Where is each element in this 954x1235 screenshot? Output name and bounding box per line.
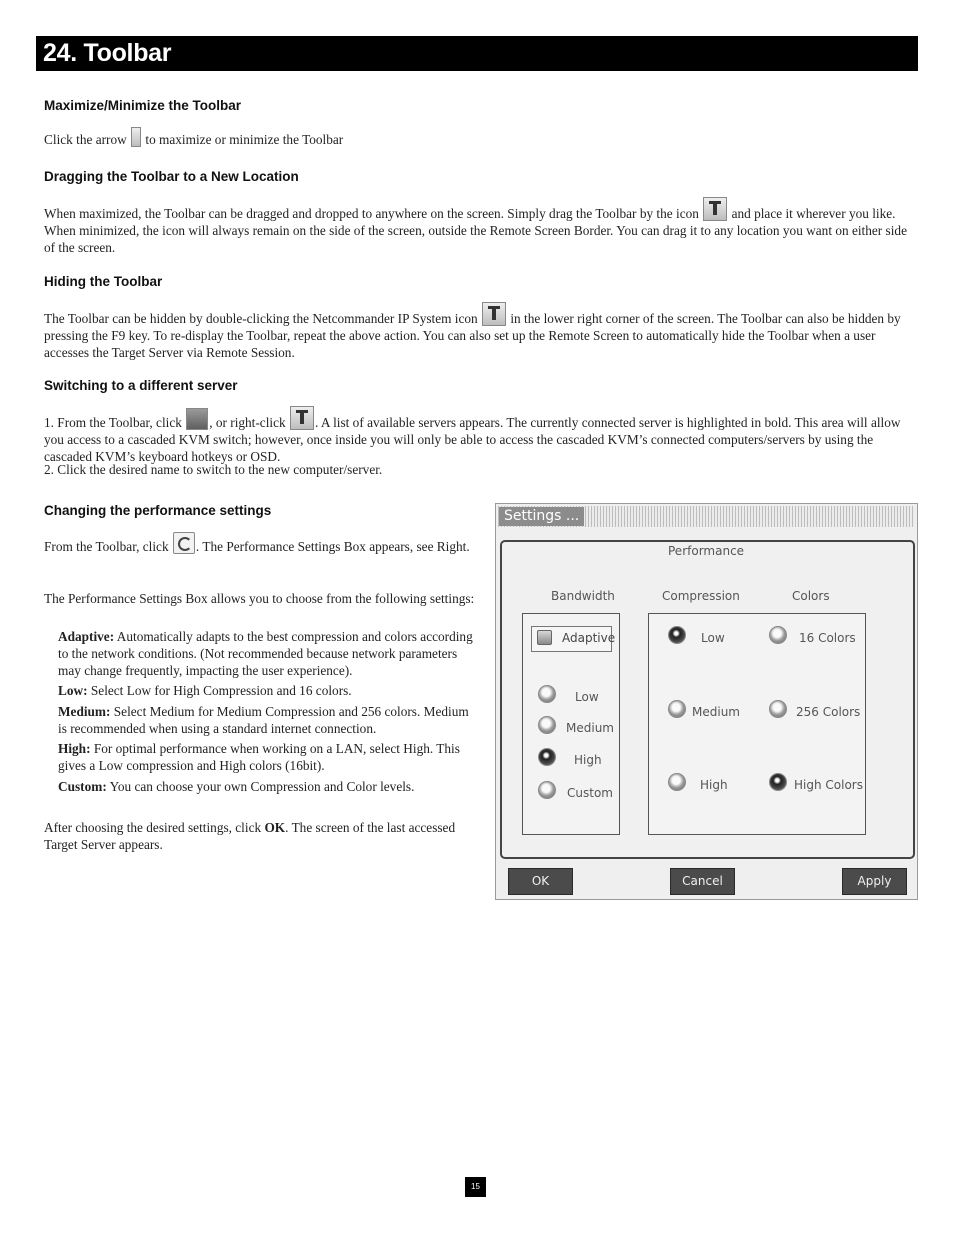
toolbar-handle-icon [703,197,727,221]
term: Adaptive: [58,629,115,644]
para-maximize [44,127,916,148]
text: 1. From the Toolbar, click [44,415,182,430]
text: and place it wherever you like. When minimized, the icon will always remain on the side of the screen, outside the Remote Screen Border. You can drag it to any location you want on either side of the screen. [44,206,907,255]
bandwidth-high-label: High [574,753,602,767]
colors-label: Colors [792,589,830,603]
page-title: 24. Toolbar [43,39,172,67]
title-bar [36,36,918,71]
para-performance-lead: The Performance Settings Box allows you to choose from the following settings: [44,591,475,606]
colors-256-label: 256 Colors [796,705,861,719]
colors-16-radio[interactable] [769,626,787,644]
heading-maximize: Maximize/Minimize the Toolbar [44,98,242,113]
term: Low: [58,683,88,698]
para-switching-step2: 2. Click the desired name to switch to the new computer/server. [44,462,383,477]
bandwidth-high-radio[interactable] [538,748,556,766]
desc: You can choose your own Compression and Color levels. [109,779,415,794]
system-icon [290,406,314,430]
colors-high-radio[interactable] [769,773,787,791]
compression-high-label: High [700,778,728,792]
heading-switching: Switching to a different server [44,378,238,393]
text: . The Performance Settings Box appears, see Right. [195,539,470,554]
server-list-icon [186,408,208,430]
bandwidth-low-label: Low [575,690,599,704]
para-hiding [44,302,916,361]
compression-medium-label: Medium [692,705,740,719]
desc: Select Low for High Compression and 16 colors. [90,683,352,698]
text: When maximized, the Toolbar can be dragged and dropped to anywhere on the screen. Simply drag the Toolbar by the icon [44,206,699,221]
cancel-button[interactable]: Cancel [670,868,735,895]
bandwidth-low-radio[interactable] [538,685,556,703]
term: Medium: [58,704,111,719]
text: , or right-click [209,415,286,430]
heading-performance: Changing the performance settings [44,503,272,518]
performance-label: Performance [668,544,745,558]
text: to maximize or minimize the Toolbar [145,132,344,147]
colors-16-label: 16 Colors [799,631,856,645]
option-high [58,740,476,774]
option-custom [58,778,476,795]
colors-256-radio[interactable] [769,700,787,718]
para-performance-after [44,819,476,853]
bandwidth-medium-label: Medium [566,721,614,735]
arrow-icon [131,127,141,147]
bandwidth-custom-radio[interactable] [538,781,556,799]
text: After choosing the desired settings, click [44,820,262,835]
compression-medium-radio[interactable] [668,700,686,718]
adaptive-label: Adaptive [562,631,616,645]
option-adaptive [58,628,476,679]
settings-dialog [495,503,918,900]
checkbox-icon [537,630,552,645]
bandwidth-custom-label: Custom [567,786,613,800]
text: . A list of available servers appears. The currently connected server is highlighted in bold. This area will allow you access to a cascaded KVM switch; however, once inside you will only be able to access the cascaded KVM’s connected computers/servers by using the cascaded KVM’s keyboard hotkeys or OSD. [44,415,901,464]
para-dragging [44,197,916,256]
heading-dragging: Dragging the Toolbar to a New Location [44,169,299,184]
ok-button[interactable]: OK [508,868,573,895]
adaptive-checkbox[interactable] [531,626,616,652]
term: High: [58,741,91,756]
dialog-title: Settings ... [499,507,584,526]
ok-term: OK [264,820,286,835]
apply-button[interactable]: Apply [842,868,907,895]
para-switching-step1 [44,406,916,465]
text: Click the arrow [44,132,127,147]
option-medium [58,703,476,737]
desc: Automatically adapts to the best compression and colors according to the network conditions. (Not recommended because network parameters may change frequently, impacting the user experience). [58,629,473,678]
page-number: 15 [465,1177,486,1197]
dialog-titlebar[interactable] [498,506,915,527]
text: From the Toolbar, click [44,539,169,554]
compression-colors-box [648,613,866,835]
desc: Select Medium for Medium Compression and 256 colors. Medium is recommended when using a standard internet connection. [58,704,469,736]
colors-high-label: High Colors [794,778,863,792]
system-icon [482,302,506,326]
compression-low-label: Low [701,631,725,645]
text: in the lower right corner of the screen. The Toolbar can also be hidden by pressing the F9 key. To re-display the Toolbar, repeat the above action. You can also set up the Remote Screen to automatically hide the Toolbar when a user accesses the Target Server via Remote Session. [44,311,901,360]
heading-hiding: Hiding the Toolbar [44,274,163,289]
desc: For optimal performance when working on a LAN, select High. This gives a Low compression and High colors (16bit). [58,741,460,773]
bandwidth-medium-radio[interactable] [538,716,556,734]
para-performance-intro [44,532,476,555]
text: . The screen of the last accessed Target Server appears. [44,820,456,852]
term: Custom: [58,779,107,794]
performance-icon [173,532,195,554]
compression-label: Compression [662,589,740,603]
option-low [58,682,476,699]
bandwidth-label: Bandwidth [551,589,615,603]
text: The Toolbar can be hidden by double-clicking the Netcommander IP System icon [44,311,478,326]
compression-low-radio[interactable] [668,626,686,644]
compression-high-radio[interactable] [668,773,686,791]
